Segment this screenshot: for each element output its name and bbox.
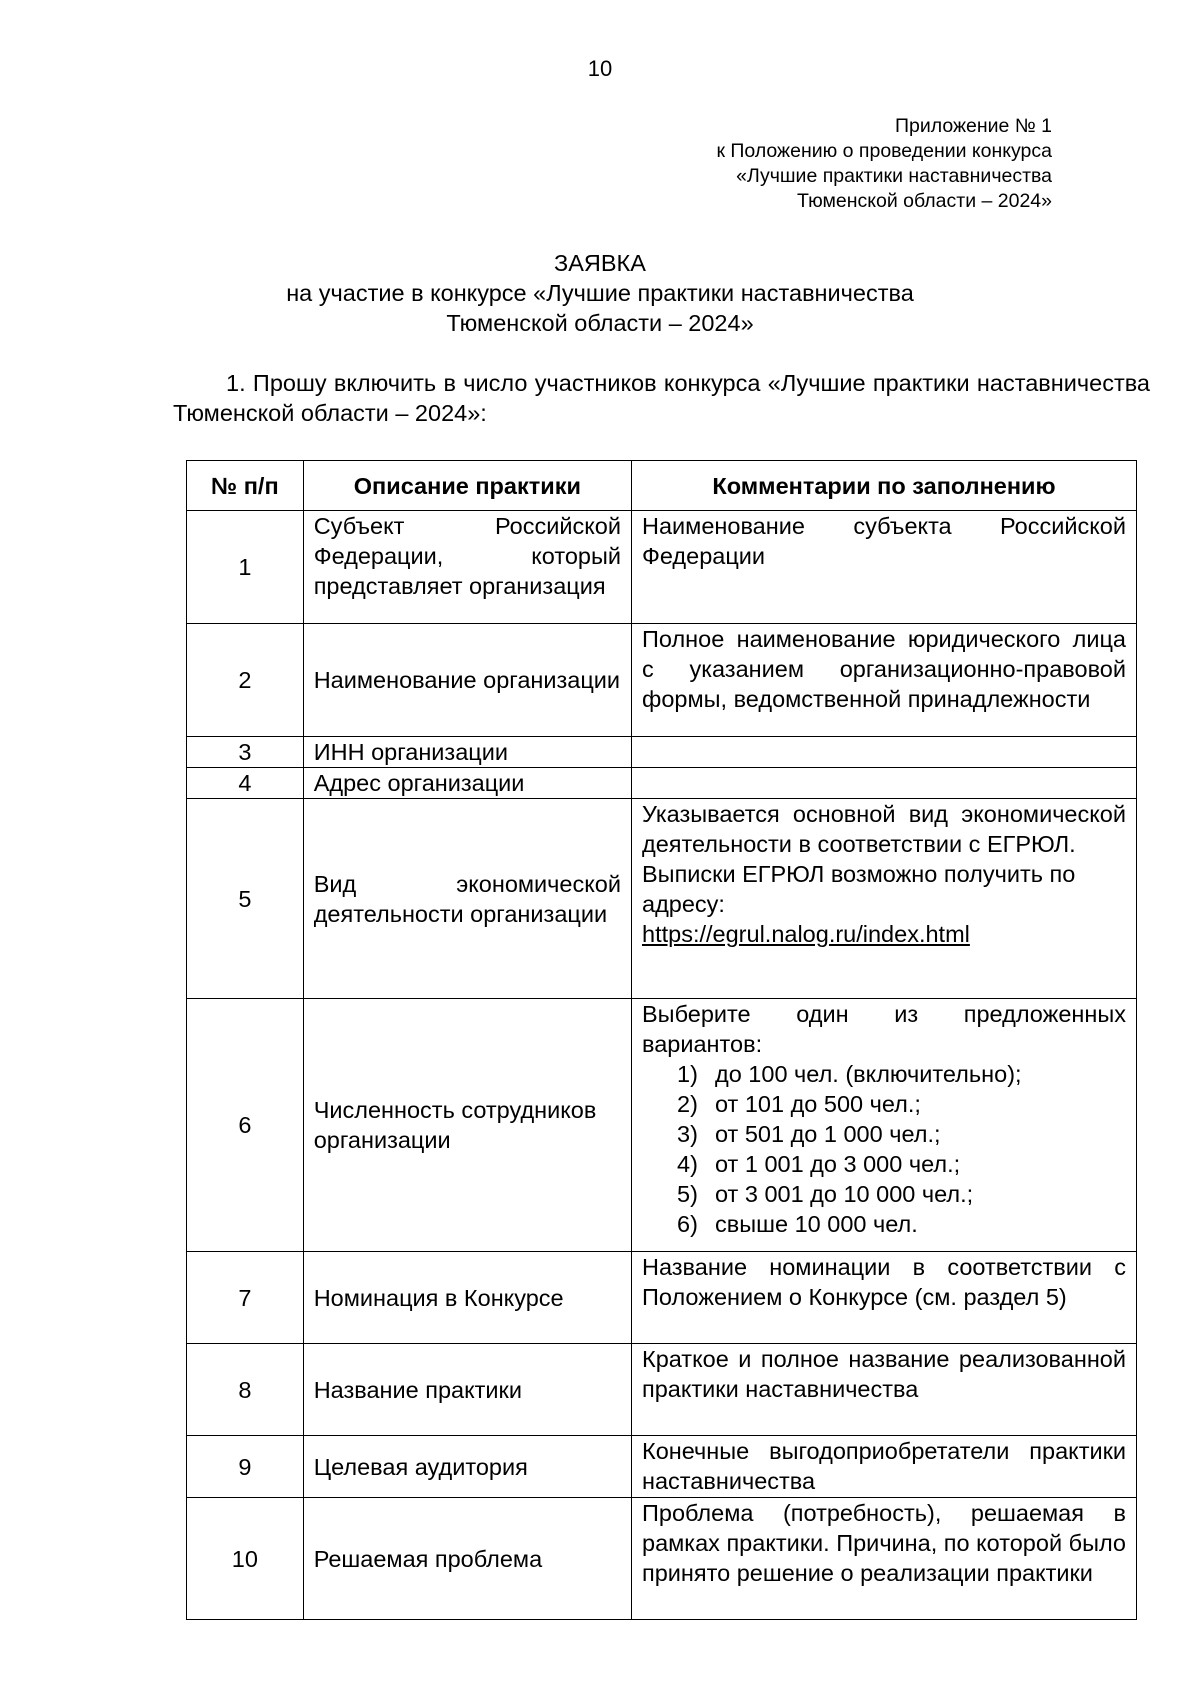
- list-item: 6) свыше 10 000 чел.: [677, 1211, 918, 1237]
- table-row: [187, 1252, 1137, 1344]
- appendix-reference: [716, 114, 1052, 214]
- table-row: [187, 1436, 1137, 1498]
- row-comment: Конечные выгодоприобретатели практики наставничества: [632, 1436, 1137, 1498]
- table-row: [187, 799, 1137, 999]
- row-number: 7: [187, 1252, 304, 1344]
- row-description: Адрес организации: [303, 768, 631, 799]
- row-number: 1: [187, 511, 304, 624]
- header-comments: Комментарии по заполнению: [632, 461, 1137, 511]
- table-row: [187, 624, 1137, 737]
- row-comment: Название номинации в соответствии с Положением о Конкурсе (см. раздел 5): [632, 1252, 1137, 1344]
- row-number: 9: [187, 1436, 304, 1498]
- row-comment: [632, 737, 1137, 768]
- row-description: Целевая аудитория: [303, 1436, 631, 1498]
- header-description: Описание практики: [303, 461, 631, 511]
- header-number: № п/п: [187, 461, 304, 511]
- options-list: [642, 1059, 1126, 1239]
- row-comment: Краткое и полное название реализованной практики наставничества: [632, 1344, 1137, 1436]
- row-number: 4: [187, 768, 304, 799]
- row-number: 5: [187, 799, 304, 999]
- row-description: Номинация в Конкурсе: [303, 1252, 631, 1344]
- appendix-line: Приложение № 1: [895, 115, 1052, 137]
- title-heading: ЗАЯВКА: [554, 250, 646, 276]
- table-header-row: [187, 461, 1137, 511]
- title-line: на участие в конкурсе «Лучшие практики наставничества: [286, 280, 914, 306]
- row-number: 8: [187, 1344, 304, 1436]
- row-description: Название практики: [303, 1344, 631, 1436]
- table-row: [187, 1498, 1137, 1620]
- egrul-link[interactable]: https://egrul.nalog.ru/index.html: [642, 921, 970, 947]
- list-item: 4) от 1 001 до 3 000 чел.;: [677, 1151, 961, 1177]
- row-description: Вид экономической деятельности организации: [303, 799, 631, 999]
- row-number: 2: [187, 624, 304, 737]
- row-comment: Проблема (потребность), решаемая в рамках практики. Причина, по которой было принято решение о реализации практики: [632, 1498, 1137, 1620]
- row-number: 6: [187, 999, 304, 1252]
- row-description: Решаемая проблема: [303, 1498, 631, 1620]
- list-item: 5) от 3 001 до 10 000 чел.;: [677, 1181, 974, 1207]
- row-comment: Полное наименование юридического лица с указанием организационно-правовой формы, ведомственной принадлежности: [632, 624, 1137, 737]
- table-row: [187, 999, 1137, 1252]
- appendix-line: «Лучшие практики наставничества: [736, 165, 1052, 187]
- intro-paragraph: 1. Прошу включить в число участников конкурса «Лучшие практики наставничества Тюменской области – 2024»:: [173, 370, 1150, 426]
- appendix-line: Тюменской области – 2024»: [797, 190, 1052, 212]
- page-number: 10: [587, 56, 613, 81]
- table-row: [187, 1344, 1137, 1436]
- table-row: [187, 511, 1137, 624]
- table-row: [187, 737, 1137, 768]
- row-description: Наименование организации: [303, 624, 631, 737]
- title-line: Тюменской области – 2024»: [446, 310, 754, 336]
- table-row: [187, 768, 1137, 799]
- row-description: Субъект Российской Федерации, который представляет организация: [303, 511, 631, 624]
- row-number: 10: [187, 1498, 304, 1620]
- comment-text: Указывается основной вид экономической деятельности в соответствии с ЕГРЮЛ.: [642, 801, 1126, 857]
- document-title: [0, 248, 1200, 338]
- comment-text: Выписки ЕГРЮЛ возможно получить по адресу:: [642, 861, 1076, 917]
- application-table: [186, 460, 1137, 1620]
- row-number: 3: [187, 737, 304, 768]
- list-item: 2) от 101 до 500 чел.;: [677, 1091, 921, 1117]
- row-comment: [632, 799, 1137, 999]
- row-comment: Наименование субъекта Российской Федерации: [632, 511, 1137, 624]
- comment-text: Выберите один из предложенных вариантов:: [642, 1001, 1126, 1057]
- row-description: Численность сотрудников организации: [303, 999, 631, 1252]
- row-comment: [632, 768, 1137, 799]
- appendix-line: к Положению о проведении конкурса: [716, 140, 1052, 162]
- list-item: 3) от 501 до 1 000 чел.;: [677, 1121, 941, 1147]
- row-description: ИНН организации: [303, 737, 631, 768]
- row-comment: [632, 999, 1137, 1252]
- list-item: 1) до 100 чел. (включительно);: [677, 1061, 1022, 1087]
